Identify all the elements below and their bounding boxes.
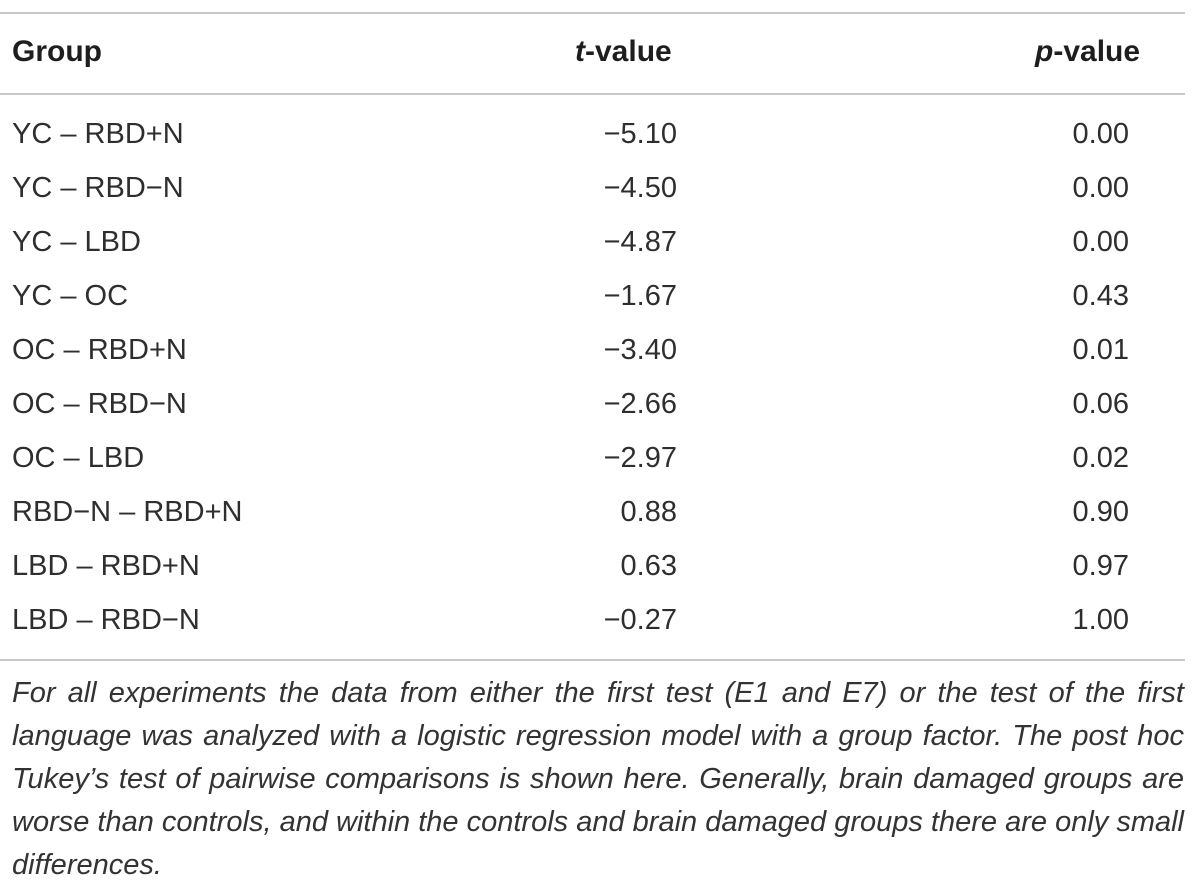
cell-t-value: −0.27 — [603, 604, 677, 636]
table-row — [0, 161, 1185, 215]
table-row — [0, 539, 1185, 593]
cell-p-value: 0.01 — [1072, 334, 1129, 366]
table-footnote: For all experiments the data from either the first test (E1 and E7) or the test of the first language was analyzed with a logistic regression model with a group factor. The post hoc Tukey’s test of pairwise comparisons is shown here. Generally, brain damaged groups are worse than controls, and within the controls and brain damaged groups there are only small differences. — [12, 677, 1184, 881]
cell-t-value: −1.67 — [603, 280, 677, 312]
header-p-suffix: -value — [1053, 35, 1141, 68]
cell-t-value: −3.40 — [603, 334, 677, 366]
cell-t-value: 0.63 — [620, 550, 677, 582]
cell-p-value: 0.00 — [1072, 226, 1129, 258]
cell-p-value: 0.90 — [1072, 496, 1129, 528]
header-p-letter: p — [1035, 35, 1054, 68]
header-p-value — [1035, 30, 1140, 74]
cell-p-value: 0.00 — [1072, 118, 1129, 150]
header-t-suffix: -value — [585, 35, 672, 68]
cell-group: YC – RBD+N — [12, 118, 184, 150]
cell-t-value: 0.88 — [620, 496, 677, 528]
cell-p-value: 0.00 — [1072, 172, 1129, 204]
table-row — [0, 215, 1185, 269]
table-header — [0, 30, 1185, 78]
top-rule — [0, 12, 1185, 14]
cell-p-value: 0.06 — [1072, 388, 1129, 420]
header-rule — [0, 93, 1185, 95]
header-t-letter: t — [575, 35, 585, 68]
cell-p-value: 0.43 — [1072, 280, 1129, 312]
table-row — [0, 323, 1185, 377]
cell-group: LBD – RBD−N — [12, 604, 200, 636]
header-group: Group — [12, 35, 102, 68]
cell-group: OC – LBD — [12, 442, 145, 474]
cell-t-value: −4.87 — [603, 226, 677, 258]
cell-p-value: 1.00 — [1072, 604, 1129, 636]
table-body — [0, 107, 1185, 647]
cell-t-value: −5.10 — [603, 118, 677, 150]
header-t-value — [575, 30, 672, 74]
cell-t-value: −2.66 — [603, 388, 677, 420]
cell-t-value: −2.97 — [603, 442, 677, 474]
table-row — [0, 377, 1185, 431]
table-row — [0, 593, 1185, 647]
cell-group: YC – OC — [12, 280, 129, 312]
cell-group: LBD – RBD+N — [12, 550, 200, 582]
cell-group: OC – RBD+N — [12, 334, 187, 366]
footer-rule — [0, 659, 1185, 661]
cell-group: YC – RBD−N — [12, 172, 184, 204]
cell-p-value: 0.97 — [1072, 550, 1129, 582]
cell-group: OC – RBD−N — [12, 388, 187, 420]
cell-group: YC – LBD — [12, 226, 141, 258]
table-row — [0, 107, 1185, 161]
cell-p-value: 0.02 — [1072, 442, 1129, 474]
table-row — [0, 485, 1185, 539]
cell-t-value: −4.50 — [603, 172, 677, 204]
table-row — [0, 431, 1185, 485]
table-row — [0, 269, 1185, 323]
cell-group: RBD−N – RBD+N — [12, 496, 243, 528]
